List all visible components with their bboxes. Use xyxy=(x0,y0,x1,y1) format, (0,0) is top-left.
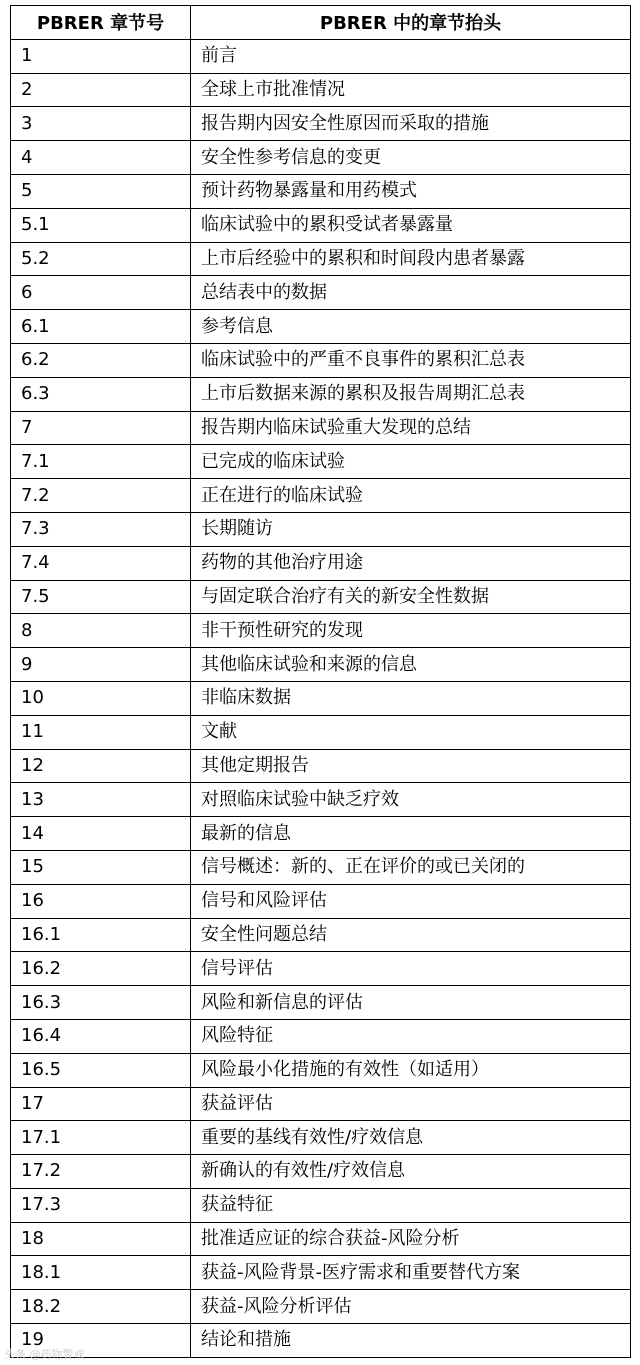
table-row xyxy=(11,1019,631,1053)
section-number-cell: 4 xyxy=(11,141,191,175)
section-title-cell: 参考信息 xyxy=(191,310,631,344)
table-row xyxy=(11,783,631,817)
section-title-cell: 结论和措施 xyxy=(191,1324,631,1358)
section-number-cell: 3 xyxy=(11,107,191,141)
section-title-cell: 报告期内因安全性原因而采取的措施 xyxy=(191,107,631,141)
section-number-cell: 5.1 xyxy=(11,208,191,242)
section-title-cell: 安全性问题总结 xyxy=(191,918,631,952)
table-row xyxy=(11,986,631,1020)
section-title-cell: 风险最小化措施的有效性（如适用） xyxy=(191,1053,631,1087)
table-row xyxy=(11,850,631,884)
section-title-cell: 预计药物暴露量和用药模式 xyxy=(191,174,631,208)
table-row xyxy=(11,1087,631,1121)
table-row xyxy=(11,310,631,344)
section-number-cell: 5 xyxy=(11,174,191,208)
section-number-cell: 7.3 xyxy=(11,512,191,546)
header-row xyxy=(11,6,631,40)
table-row xyxy=(11,141,631,175)
section-number-cell: 18 xyxy=(11,1222,191,1256)
section-title-cell: 长期随访 xyxy=(191,512,631,546)
section-number-cell: 15 xyxy=(11,850,191,884)
table-row xyxy=(11,107,631,141)
section-title-cell: 药物的其他治疗用途 xyxy=(191,546,631,580)
table-row xyxy=(11,918,631,952)
section-number-cell: 14 xyxy=(11,817,191,851)
table-row xyxy=(11,39,631,73)
header-section-title: PBRER 中的章节抬头 xyxy=(191,6,631,40)
watermark: 头条 @药物警戒 xyxy=(4,1348,85,1361)
table-row xyxy=(11,1324,631,1358)
section-title-cell: 上市后数据来源的累积及报告周期汇总表 xyxy=(191,377,631,411)
table-row xyxy=(11,817,631,851)
table-row xyxy=(11,1290,631,1324)
section-title-cell: 上市后经验中的累积和时间段内患者暴露 xyxy=(191,242,631,276)
section-title-cell: 最新的信息 xyxy=(191,817,631,851)
section-title-cell: 风险和新信息的评估 xyxy=(191,986,631,1020)
table-row xyxy=(11,512,631,546)
table-body xyxy=(11,39,631,1357)
section-number-cell: 18.1 xyxy=(11,1256,191,1290)
table-row xyxy=(11,749,631,783)
section-title-cell: 批准适应证的综合获益-风险分析 xyxy=(191,1222,631,1256)
section-number-cell: 10 xyxy=(11,681,191,715)
table-row xyxy=(11,681,631,715)
section-title-cell: 获益-风险背景-医疗需求和重要替代方案 xyxy=(191,1256,631,1290)
section-title-cell: 临床试验中的累积受试者暴露量 xyxy=(191,208,631,242)
section-number-cell: 7 xyxy=(11,411,191,445)
section-number-cell: 8 xyxy=(11,614,191,648)
section-title-cell: 获益-风险分析评估 xyxy=(191,1290,631,1324)
section-number-cell: 16 xyxy=(11,884,191,918)
section-title-cell: 获益评估 xyxy=(191,1087,631,1121)
section-title-cell: 非临床数据 xyxy=(191,681,631,715)
section-number-cell: 2 xyxy=(11,73,191,107)
table-row xyxy=(11,174,631,208)
section-number-cell: 7.4 xyxy=(11,546,191,580)
table-row xyxy=(11,377,631,411)
table-row xyxy=(11,445,631,479)
table-row xyxy=(11,1121,631,1155)
section-title-cell: 其他临床试验和来源的信息 xyxy=(191,648,631,682)
section-title-cell: 文献 xyxy=(191,715,631,749)
pbrer-section-table xyxy=(10,5,631,1358)
section-number-cell: 1 xyxy=(11,39,191,73)
section-number-cell: 6.1 xyxy=(11,310,191,344)
table-row xyxy=(11,1155,631,1189)
section-number-cell: 16.2 xyxy=(11,952,191,986)
section-number-cell: 7.2 xyxy=(11,479,191,513)
section-title-cell: 信号和风险评估 xyxy=(191,884,631,918)
section-title-cell: 安全性参考信息的变更 xyxy=(191,141,631,175)
section-number-cell: 16.5 xyxy=(11,1053,191,1087)
table-row xyxy=(11,648,631,682)
table-row xyxy=(11,715,631,749)
section-number-cell: 13 xyxy=(11,783,191,817)
section-title-cell: 全球上市批准情况 xyxy=(191,73,631,107)
table-row xyxy=(11,1222,631,1256)
section-number-cell: 17.3 xyxy=(11,1188,191,1222)
section-title-cell: 获益特征 xyxy=(191,1188,631,1222)
section-number-cell: 17.1 xyxy=(11,1121,191,1155)
table-row xyxy=(11,884,631,918)
section-title-cell: 非干预性研究的发现 xyxy=(191,614,631,648)
section-title-cell: 报告期内临床试验重大发现的总结 xyxy=(191,411,631,445)
table-row xyxy=(11,411,631,445)
table-row xyxy=(11,952,631,986)
section-title-cell: 新确认的有效性/疗效信息 xyxy=(191,1155,631,1189)
section-title-cell: 风险特征 xyxy=(191,1019,631,1053)
section-number-cell: 6 xyxy=(11,276,191,310)
section-number-cell: 12 xyxy=(11,749,191,783)
section-number-cell: 6.3 xyxy=(11,377,191,411)
table-row xyxy=(11,343,631,377)
table-row xyxy=(11,242,631,276)
header-section-number: PBRER 章节号 xyxy=(11,6,191,40)
table-row xyxy=(11,1188,631,1222)
section-number-cell: 5.2 xyxy=(11,242,191,276)
section-title-cell: 总结表中的数据 xyxy=(191,276,631,310)
section-number-cell: 16.1 xyxy=(11,918,191,952)
table-row xyxy=(11,580,631,614)
section-number-cell: 16.3 xyxy=(11,986,191,1020)
section-number-cell: 17.2 xyxy=(11,1155,191,1189)
section-title-cell: 与固定联合治疗有关的新安全性数据 xyxy=(191,580,631,614)
section-title-cell: 信号概述：新的、正在评价的或已关闭的 xyxy=(191,850,631,884)
section-number-cell: 9 xyxy=(11,648,191,682)
section-number-cell: 7.1 xyxy=(11,445,191,479)
section-title-cell: 临床试验中的严重不良事件的累积汇总表 xyxy=(191,343,631,377)
table-row xyxy=(11,614,631,648)
section-number-cell: 18.2 xyxy=(11,1290,191,1324)
table-header xyxy=(11,6,631,40)
table-row xyxy=(11,276,631,310)
section-title-cell: 信号评估 xyxy=(191,952,631,986)
section-title-cell: 已完成的临床试验 xyxy=(191,445,631,479)
section-number-cell: 6.2 xyxy=(11,343,191,377)
table-row xyxy=(11,208,631,242)
section-title-cell: 重要的基线有效性/疗效信息 xyxy=(191,1121,631,1155)
section-number-cell: 16.4 xyxy=(11,1019,191,1053)
section-title-cell: 其他定期报告 xyxy=(191,749,631,783)
section-number-cell: 17 xyxy=(11,1087,191,1121)
section-number-cell: 11 xyxy=(11,715,191,749)
table-row xyxy=(11,1256,631,1290)
section-title-cell: 对照临床试验中缺乏疗效 xyxy=(191,783,631,817)
table-row xyxy=(11,546,631,580)
section-number-cell: 7.5 xyxy=(11,580,191,614)
table-row xyxy=(11,73,631,107)
section-number-cell: 19 xyxy=(11,1324,191,1358)
section-title-cell: 前言 xyxy=(191,39,631,73)
section-title-cell: 正在进行的临床试验 xyxy=(191,479,631,513)
table-row xyxy=(11,479,631,513)
table-row xyxy=(11,1053,631,1087)
